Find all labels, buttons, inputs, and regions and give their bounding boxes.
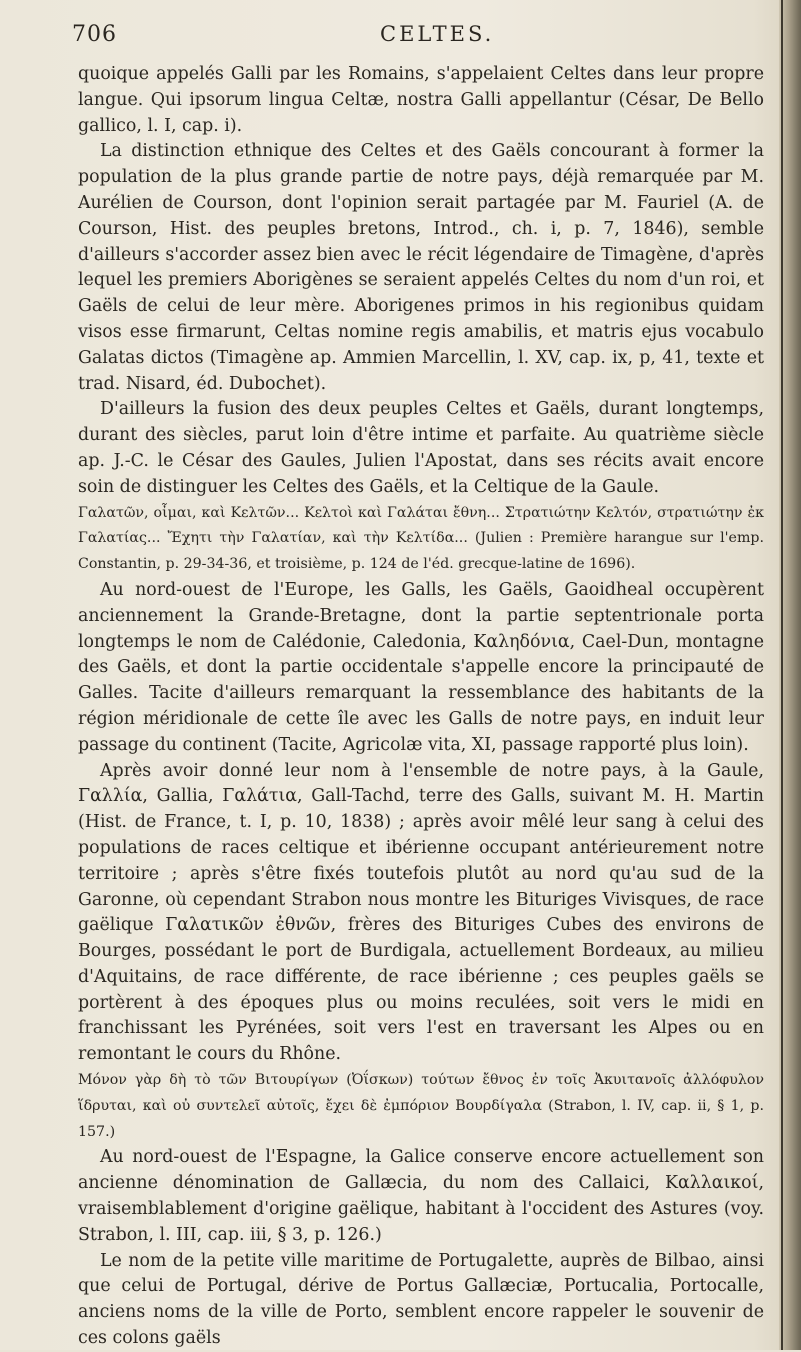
body-text bbox=[78, 62, 764, 1352]
page-number: 706 bbox=[72, 22, 117, 47]
paragraph-2: La distinction ethnique des Celtes et des Gaëls concourant à former la population de la plus grande partie de notre pays, déjà remarquée par M. Aurélien de Courson, dont l'opinion serait partagée par M. Fauriel (A. de Courson, Hist. des peuples bretons, Introd., ch. i, p. 7, 1846), semble d'ailleurs s'accorder assez bien avec le récit légendaire de Timagène, d'après lequel les premiers Aborigènes se seraient appelés Celtes du nom d'un roi, et Gaëls de celui de leur mère. Aborigenes primos in his regionibus quidam visos esse firmarunt, Celtas nomine regis amabilis, et matris ejus vocabulo Galatas dictos (Timagène ap. Ammien Marcellin, l. XV, cap. ix, p, 41, texte et trad. Nisard, éd. Dubochet). bbox=[78, 141, 764, 394]
greek-quotation-strabon: Μόνον γὰρ δὴ τὸ τῶν Βιτουρίγων (Ὀΐσκων) τούτων ἔθνος ἐν τοῖς Ἀκυιτανοῖς ἀλλόφυλον ἵδρυται, καὶ οὐ συντελεῖ αὐτοῖς, ἔχει δὲ ἐμπόριον Βουρδίγαλα (Strabon, l. IV, cap. ii, § 1, p. 157.) bbox=[78, 1072, 764, 1140]
greek-quotation-julien: Γαλατῶν, οἶμαι, καὶ Κελτῶν... Κελτοὶ καὶ Γαλάται ἔθνη... Στρατιώτην Κελτόν, στρατιώτην ἐκ Γαλατίας... Ἔχητι τὴν Γαλατίαν, καὶ τὴν Κελτίδα... (Julien : Première harangue sur l'emp. Constantin, p. 29-34-36, et troisième, p. 124 de l'éd. grecque-latine de 1696). bbox=[78, 504, 764, 573]
running-title: CELTES. bbox=[380, 22, 495, 46]
paragraph-3: D'ailleurs la fusion des deux peuples Celtes et Gaëls, durant longtemps, durant des siècles, parut loin d'être intime et parfaite. Au quatrième siècle ap. J.-C. le César des Gaules, Julien l'Apostat, dans ses récits avait encore soin de distinguer les Celtes des Gaëls, et la Celtique de la Gaule. bbox=[78, 399, 764, 497]
binding-edge-line bbox=[781, 0, 783, 1350]
paragraph-6: Au nord-ouest de l'Espagne, la Galice conserve encore actuellement son ancienne dénomination de Gallæcia, du nom des Callaici, Καλλαικοί, vraisemblablement d'origine gaëlique, habitant à l'occident des Astures (voy. Strabon, l. III, cap. iii, § 3, p. 126.) bbox=[78, 1147, 764, 1245]
paragraph-7: Le nom de la petite ville maritime de Portugalette, auprès de Bilbao, ainsi que celui de Portugal, dérive de Portus Gallæciæ, Portucalia, Portocalle, anciens noms de la ville de Porto, semblent encore rappeler le souvenir de ces colons gaëls bbox=[78, 1250, 764, 1349]
paragraph-5: Après avoir donné leur nom à l'ensemble de notre pays, à la Gaule, Γαλλία, Gallia, Γαλάτια, Gall-Tachd, terre des Galls, suivant M. H. Martin (Hist. de France, t. I, p. 10, 1838) ; après avoir mêlé leur sang à celui des populations de races celtique et ibérienne occupant antérieurement notre territoire ; après s'être fixés toutefois plutôt au nord qu'au sud de la Garonne, où cependant Strabon nous montre les Bituriges Vivisques, de race gaëlique Γαλατικῶν ἐθνῶν, frères des Bituriges Cubes des environs de Bourges, possédant le port de Burdigala, actuellement Bordeaux, au milieu d'Aquitains, de race différente, de race ibérienne ; ces peuples gaëls se portèrent à des époques plus ou moins reculées, soit vers le midi en franchissant les Pyrénées, soit vers l'est en traversant les Alpes ou en remontant le cours du Rhône. bbox=[78, 760, 764, 1065]
page-header bbox=[72, 20, 772, 56]
paragraph-1: quoique appelés Galli par les Romains, s'appelaient Celtes dans leur propre langue. Qui ipsorum lingua Celtæ, nostra Galli appellantur (César, De Bello gallico, l. I, cap. i). bbox=[78, 64, 764, 136]
paragraph-4: Au nord-ouest de l'Europe, les Galls, les Gaëls, Gaoidheal occupèrent anciennement la Grande-Bretagne, dont la partie septentrionale porta longtemps le nom de Calédonie, Caledonia, Καληδόνια, Cael-Dun, montagne des Gaëls, et dont la partie occidentale s'appelle encore la principauté de Galles. Tacite d'ailleurs remarquant la ressemblance des habitants de la région méridionale de cette île avec les Galls de notre pays, en induit leur passage du continent (Tacite, Agricolæ vita, XI, passage rapporté plus loin). bbox=[78, 579, 764, 755]
